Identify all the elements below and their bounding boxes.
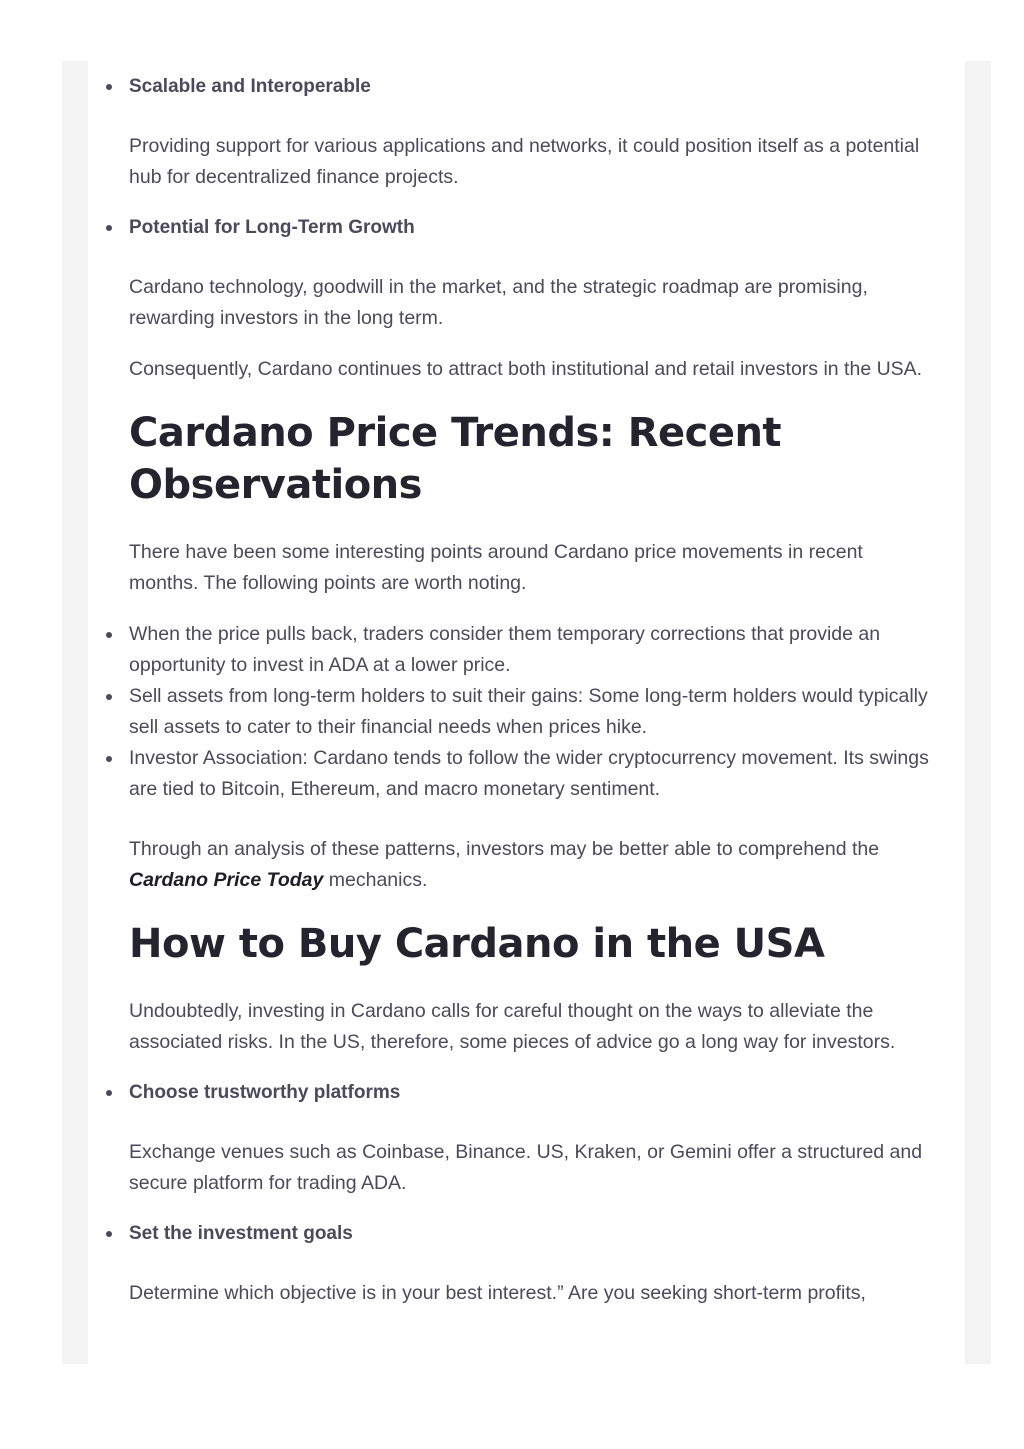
buy-list <box>129 1077 929 1108</box>
paragraph-goals: Determine which objective is in your best interest.” Are you seeking short-term profits, <box>129 1282 866 1304</box>
paragraph-consequently: Consequently, Cardano continues to attract both institutional and retail investors in the USA. <box>129 358 923 380</box>
cardano-price-today-emphasis: Cardano Price Today <box>129 869 324 891</box>
features-list-2 <box>129 212 929 243</box>
article-content <box>129 61 929 1309</box>
list-item-growth: Potential for Long-Term Growth <box>129 212 929 243</box>
paragraph-trends-intro: There have been some interesting points around Cardano price movements in recent months. The following points are worth noting. <box>129 541 863 594</box>
paragraph-trends-closing <box>129 834 929 896</box>
list-item-scalable: Scalable and Interoperable <box>129 71 929 102</box>
list-item-goals: Set the investment goals <box>129 1218 929 1249</box>
buy-list-2 <box>129 1218 929 1249</box>
paragraph-scalable: Providing support for various applications and networks, it could position itself as a potential hub for decentralized finance projects. <box>129 135 920 188</box>
list-item: Sell assets from long-term holders to suit their gains: Some long-term holders would typically sell assets to cater to their financial needs when prices hike. <box>129 681 929 743</box>
closing-text: Through an analysis of these patterns, investors may be better able to comprehend the <box>129 838 880 860</box>
heading-price-trends: Cardano Price Trends: Recent Observations <box>129 410 782 508</box>
heading-how-to-buy: How to Buy Cardano in the USA <box>129 921 825 967</box>
features-list <box>129 71 929 102</box>
trends-list <box>129 619 929 805</box>
document-page <box>88 61 965 1364</box>
paragraph-buy-intro: Undoubtedly, investing in Cardano calls for careful thought on the ways to alleviate the associated risks. In the US, therefore, some pieces of advice go a long way for investors. <box>129 1000 896 1053</box>
list-item: When the price pulls back, traders consider them temporary corrections that provide an opportunity to invest in ADA at a lower price. <box>129 619 929 681</box>
closing-text-end: mechanics. <box>323 869 428 891</box>
paragraph-platforms: Exchange venues such as Coinbase, Binance. US, Kraken, or Gemini offer a structured and secure platform for trading ADA. <box>129 1141 923 1194</box>
list-item-platforms: Choose trustworthy platforms <box>129 1077 929 1108</box>
list-item: Investor Association: Cardano tends to follow the wider cryptocurrency movement. Its swings are tied to Bitcoin, Ethereum, and macro monetary sentiment. <box>129 743 929 805</box>
paragraph-growth: Cardano technology, goodwill in the market, and the strategic roadmap are promising, rewarding investors in the long term. <box>129 276 868 329</box>
